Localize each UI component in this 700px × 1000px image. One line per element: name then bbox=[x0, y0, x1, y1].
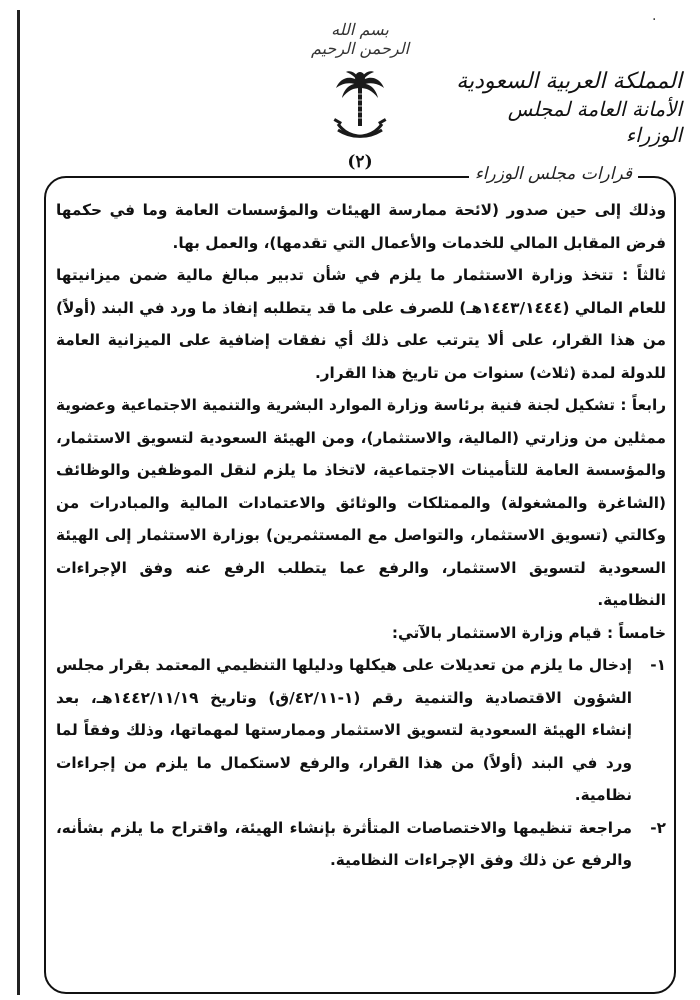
list-item bbox=[56, 812, 666, 877]
list-item bbox=[56, 649, 666, 812]
basmala: بسم الله الرحمن الرحيم bbox=[310, 20, 410, 58]
intro-paragraph: وذلك إلى حين صدور (لائحة ممارسة الهيئات والمؤسسات العامة وما في حكمها فرض المقابل المالي للخدمات والأعمال التي تقدمها)، والعمل بها. bbox=[56, 201, 666, 252]
list-item-text: إدخال ما يلزم من تعديلات على هيكلها ودليلها التنظيمي المعتمد بقرار مجلس الشؤون الاقتصادية والتنمية رقم (١-٤٢/١١/ق) وتاريخ ١٤٤٢/١١/١٩هـ، بعد إنشاء الهيئة السعودية لتسويق الاستثمار وممارستها لمهماتها، وذلك وفقاً لما ورد في البند (أولاً) من هذا القرار، والرفع لاستكمال ما يلزم من إجراءات نظامية. bbox=[56, 656, 632, 804]
secretariat-name: الأمانة العامة لمجلس الوزراء bbox=[507, 97, 682, 147]
decisions-label: قرارات مجلس الوزراء bbox=[469, 164, 638, 184]
saudi-emblem-icon bbox=[332, 68, 388, 146]
corner-mark: · bbox=[652, 12, 657, 28]
clause-fifth: خامساً : قيام وزارة الاستثمار بالآتي: bbox=[391, 623, 666, 642]
clause-third: ثالثاً : تتخذ وزارة الاستثمار ما يلزم في شأن تدبير مبالغ مالية ضمن ميزانيتها للعام المالي (١٤٤٣/١٤٤٤هـ) للصرف على ما قد يتطلبه إنفاذ ما ورد في البند (أولاً) من هذا القرار، على ألا يترتب على ذلك أي نفقات إضافية على الميزانية العامة للدولة لمدة (ثلاث) سنوات من تاريخ هذا القرار. bbox=[56, 266, 666, 382]
list-item-number: ١- bbox=[650, 656, 666, 674]
decision-body bbox=[56, 194, 666, 877]
letterhead bbox=[452, 68, 682, 148]
margin-line bbox=[17, 10, 20, 995]
kingdom-name: المملكة العربية السعودية bbox=[456, 69, 682, 94]
clause-fourth: رابعاً : تشكيل لجنة فنية برئاسة وزارة الموارد البشرية والتنمية الاجتماعية وعضوية ممثلين من وزارتي (المالية، والاستثمار)، ومن الهيئة السعودية لتسويق الاستثمار، والمؤسسة العامة للتأمينات الاجتماعية، لاتخاذ ما يلزم لنقل الموظفين والوظائف (الشاغرة والمشغولة) والممتلكات والوثائق والاعتمادات المالية والمبادرات من وكالتي (تسويق الاستثمار، والتواصل مع المستثمرين) بوزارة الاستثمار إلى الهيئة السعودية لتسويق الاستثمار، والرفع عما يتطلب الرفع عنه وفق الإجراءات النظامية. bbox=[56, 396, 666, 609]
list-item-text: مراجعة تنظيمها والاختصاصات المتأثرة بإنشاء الهيئة، واقتراح ما يلزم بشأنه، والرفع عن ذلك وفق الإجراءات النظامية. bbox=[56, 818, 632, 869]
page-number: (٢) bbox=[347, 152, 373, 172]
list-item-number: ٢- bbox=[650, 818, 666, 837]
